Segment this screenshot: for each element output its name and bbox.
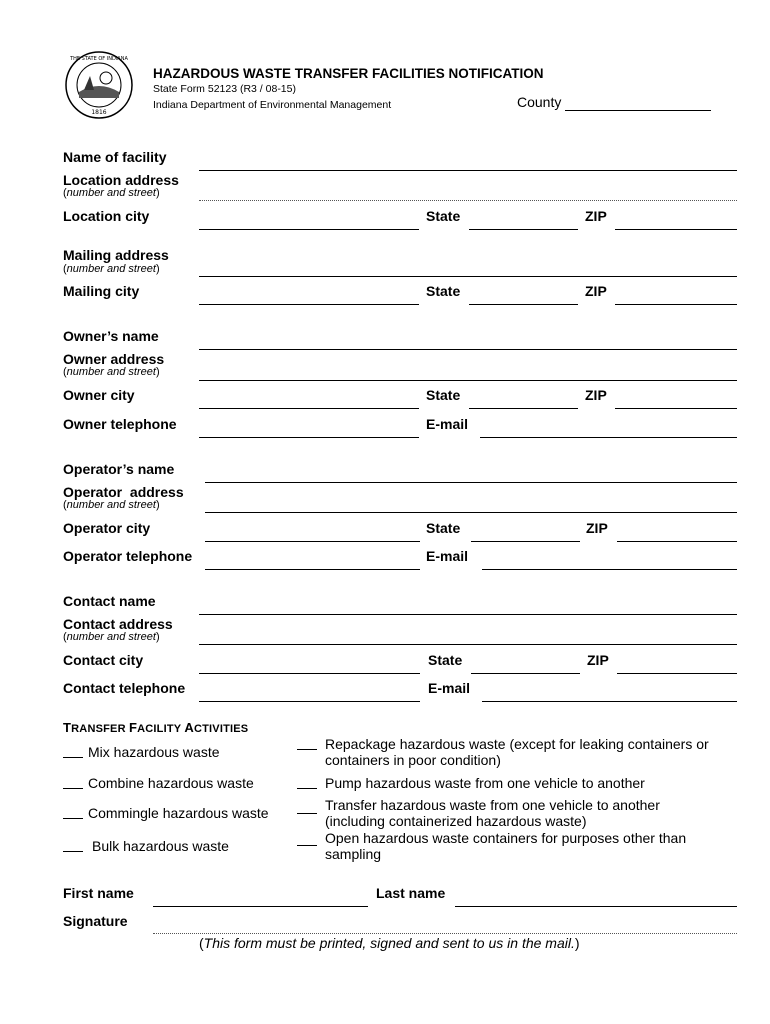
mailing-address-label: Mailing address [63,247,169,263]
transfer-hazardous-waste-label: Transfer hazardous waste from one vehicle to another (including containerized hazardous waste) [325,797,660,829]
contact-email-label: E-mail [428,680,471,696]
operator-telephone-label: Operator telephone [63,548,193,564]
location-zip-label: ZIP [585,208,607,224]
indiana-state-seal [64,50,134,120]
owner-email-field[interactable] [480,437,737,438]
combine-hazardous-waste-label: Combine hazardous waste [88,775,254,791]
operator-zip-field[interactable] [617,541,737,542]
owner-address-field[interactable] [199,380,737,381]
location-address-label: Location address [63,172,179,188]
mailing-city-field[interactable] [199,304,419,305]
location-state-field[interactable] [469,229,578,230]
repackage-hazardous-waste-label: Repackage hazardous waste (except for leaking containers or containers in poor condition) [325,736,709,768]
contact-name-label: Contact name [63,593,156,609]
svg-text:THE STATE OF INDIANA: THE STATE OF INDIANA [70,56,128,62]
operator-telephone-field[interactable] [205,569,420,570]
mailing-address-hint: (number and street) [63,263,160,275]
mail-instruction-note: (This form must be printed, signed and sent to us in the mail.) [199,935,580,951]
owner-telephone-label: Owner telephone [63,416,177,432]
mailing-address-field[interactable] [199,276,737,277]
mix-hazardous-waste-label: Mix hazardous waste [88,744,220,760]
form-title: HAZARDOUS WASTE TRANSFER FACILITIES NOTIFICATION [153,66,544,81]
contact-telephone-label: Contact telephone [63,680,186,696]
owner-address-label: Owner address [63,351,165,367]
signature-field[interactable] [153,933,737,934]
contact-city-label: Contact city [63,652,144,668]
owner-state-label: State [426,387,461,403]
owners-name-field[interactable] [199,349,737,350]
owner-state-field[interactable] [469,408,578,409]
contact-city-field[interactable] [199,673,420,674]
svg-text:1816: 1816 [91,109,107,116]
pump-hazardous-waste-label: Pump hazardous waste from one vehicle to another [325,775,645,791]
first-name-field[interactable] [153,906,368,907]
owner-address-hint: (number and street) [63,366,160,378]
contact-state-field[interactable] [471,673,580,674]
signature-label: Signature [63,913,128,929]
location-address-field[interactable] [199,200,737,201]
contact-zip-label: ZIP [587,652,609,668]
operator-address-hint: (number and street) [63,499,160,511]
owner-email-label: E-mail [426,416,469,432]
operator-city-label: Operator city [63,520,151,536]
operators-name-field[interactable] [205,482,737,483]
repackage-hazardous-waste-checkbox[interactable] [297,749,317,750]
mailing-state-field[interactable] [469,304,578,305]
county-label: County [517,94,562,110]
mailing-state-label: State [426,283,461,299]
first-name-label: First name [63,885,134,901]
owner-telephone-field[interactable] [199,437,419,438]
operator-email-field[interactable] [482,569,737,570]
location-address-hint: (number and street) [63,187,160,199]
operator-state-label: State [426,520,461,536]
operator-address-label: Operator address [63,484,184,500]
last-name-label: Last name [376,885,446,901]
form-number: State Form 52123 (R3 / 08-15) [153,83,296,95]
transfer-hazardous-waste-checkbox[interactable] [297,813,317,814]
transfer-facility-activities-heading: TRANSFER FACILITY ACTIVITIES [63,720,249,735]
owner-city-label: Owner city [63,387,135,403]
open-hazardous-waste-containers-label: Open hazardous waste containers for purposes other than sampling [325,830,687,862]
owner-zip-label: ZIP [585,387,607,403]
mailing-zip-field[interactable] [615,304,737,305]
contact-state-label: State [428,652,463,668]
open-hazardous-waste-containers-checkbox[interactable] [297,845,317,846]
owner-zip-field[interactable] [615,408,737,409]
operator-zip-label: ZIP [586,520,608,536]
last-name-field[interactable] [455,906,737,907]
combine-hazardous-waste-checkbox[interactable] [63,788,83,789]
bulk-hazardous-waste-label: Bulk hazardous waste [92,838,229,854]
mailing-city-label: Mailing city [63,283,140,299]
operator-state-field[interactable] [471,541,580,542]
contact-zip-field[interactable] [617,673,737,674]
mailing-zip-label: ZIP [585,283,607,299]
location-city-label: Location city [63,208,150,224]
agency-name: Indiana Department of Environmental Management [153,99,392,111]
operator-city-field[interactable] [205,541,420,542]
contact-telephone-field[interactable] [199,701,420,702]
contact-address-field[interactable] [199,644,737,645]
location-zip-field[interactable] [615,229,737,230]
location-city-field[interactable] [199,229,419,230]
county-field[interactable] [565,110,711,111]
contact-name-field[interactable] [199,614,737,615]
name-of-facility-label: Name of facility [63,149,167,165]
bulk-hazardous-waste-checkbox[interactable] [63,851,83,852]
name-of-facility-field[interactable] [199,170,737,171]
owners-name-label: Owner’s name [63,328,159,344]
commingle-hazardous-waste-checkbox[interactable] [63,818,83,819]
operator-address-field[interactable] [205,512,737,513]
contact-email-field[interactable] [482,701,737,702]
owner-city-field[interactable] [199,408,419,409]
mix-hazardous-waste-checkbox[interactable] [63,757,83,758]
operators-name-label: Operator’s name [63,461,175,477]
contact-address-hint: (number and street) [63,631,160,643]
location-state-label: State [426,208,461,224]
contact-address-label: Contact address [63,616,173,632]
commingle-hazardous-waste-label: Commingle hazardous waste [88,805,269,821]
operator-email-label: E-mail [426,548,469,564]
pump-hazardous-waste-checkbox[interactable] [297,788,317,789]
